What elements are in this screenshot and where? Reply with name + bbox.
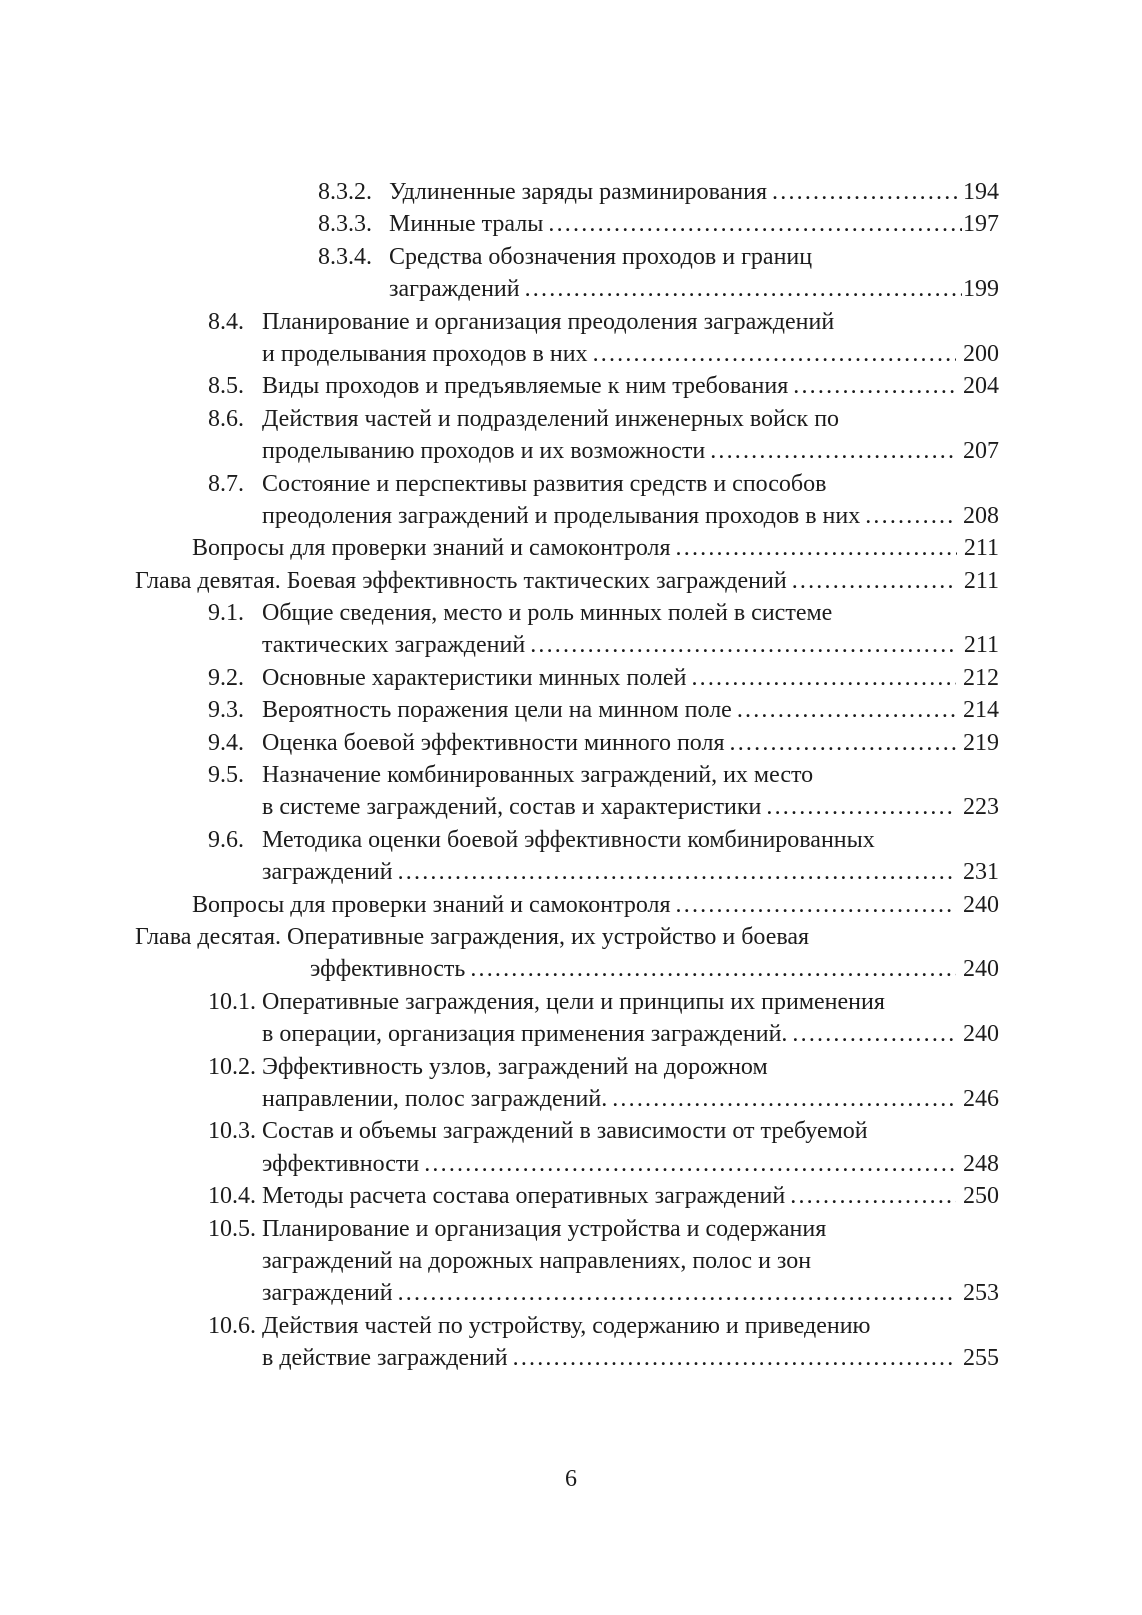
toc-entry-number: 8.4. [208, 308, 244, 335]
toc-line [135, 986, 999, 1018]
toc-line [135, 370, 999, 402]
toc-entry-number: 10.6. [208, 1312, 256, 1339]
toc-entry [135, 662, 999, 694]
toc-entry-text: Состав и объемы заграждений в зависимости от требуемой [262, 1118, 868, 1145]
toc-entry [135, 241, 999, 306]
toc-page-number: 200 [963, 340, 999, 367]
toc-page-number: 211 [963, 567, 999, 594]
toc-page-number: 214 [963, 697, 999, 724]
toc-page-number: 250 [963, 1183, 999, 1210]
toc-line [135, 953, 999, 985]
toc-line [135, 208, 999, 240]
toc-entry-text: Вероятность поражения цели на минном поле [262, 697, 732, 724]
toc-entry [135, 1213, 999, 1310]
toc-entry-text: Виды проходов и предъявляемые к ним требования [262, 373, 789, 400]
toc-page-number: 219 [963, 729, 999, 756]
toc-line [135, 856, 999, 888]
toc-page-number: 212 [963, 664, 999, 691]
toc-entry-number: 10.4. [208, 1183, 256, 1210]
toc-line [135, 662, 999, 694]
toc-line [135, 1148, 999, 1180]
toc-page-number: 211 [963, 632, 999, 659]
toc-line [135, 273, 999, 305]
toc-line [135, 727, 999, 759]
toc-page-number: 248 [963, 1150, 999, 1177]
toc-entry-text: заграждений [262, 859, 393, 886]
toc-entry-text: направлении, полос заграждений. [262, 1085, 608, 1112]
toc-entry-text: Глава девятая. Боевая эффективность тактических заграждений [135, 567, 787, 594]
toc-entry-number: 10.3. [208, 1118, 256, 1145]
toc-line [135, 468, 999, 500]
dot-leader [513, 1342, 956, 1374]
toc-line [135, 597, 999, 629]
toc-entry [135, 532, 999, 564]
toc-entry [135, 370, 999, 402]
toc-entry-text: Планирование и организация преодоления заграждений [262, 308, 835, 335]
dot-leader [737, 694, 956, 726]
toc-entry-text: Действия частей и подразделений инженерных войск по [262, 405, 840, 432]
toc-entry [135, 176, 999, 208]
dot-leader [398, 856, 956, 888]
toc-page-number: 240 [963, 891, 999, 918]
toc-line [135, 532, 999, 564]
toc-entry-number: 9.3. [208, 697, 244, 724]
toc-entry-text: Вопросы для проверки знаний и самоконтроля [192, 891, 671, 918]
toc-entry [135, 1180, 999, 1212]
toc-entry [135, 208, 999, 240]
dot-leader [790, 1180, 956, 1212]
toc-entry-text: в действие заграждений [262, 1345, 508, 1372]
dot-leader [792, 565, 957, 597]
toc-entry-text: Методы расчета состава оперативных заграждений [262, 1183, 786, 1210]
toc-entry-text: Основные характеристики минных полей [262, 664, 687, 691]
toc-entry-text: заграждений [389, 276, 520, 303]
toc-entry [135, 986, 999, 1051]
toc-entry [135, 565, 999, 597]
toc-page-number: 231 [963, 859, 999, 886]
toc-entry [135, 403, 999, 468]
toc-entry-text: Эффективность узлов, заграждений на дорожном [262, 1053, 768, 1080]
toc-entry [135, 727, 999, 759]
toc-line [135, 1018, 999, 1050]
toc-entry-text: Удлиненные заряды разминирования [389, 179, 768, 205]
toc-entry [135, 306, 999, 371]
dot-leader [398, 1277, 956, 1309]
toc-entry-text: в операции, организация применения заграждений. [262, 1021, 788, 1048]
dot-leader [676, 889, 956, 921]
toc-entry-number: 8.7. [208, 470, 244, 497]
toc-line [135, 435, 999, 467]
toc-line [135, 824, 999, 856]
dot-leader [525, 273, 962, 305]
toc-entry-text: в системе заграждений, состав и характеристики [262, 794, 762, 821]
toc-entry-number: 10.1. [208, 988, 256, 1015]
toc-line [135, 1115, 999, 1147]
dot-leader [772, 176, 962, 208]
toc-entry-text: Методика оценки боевой эффективности комбинированных [262, 826, 875, 853]
dot-leader [676, 532, 957, 564]
toc-line [135, 1083, 999, 1115]
toc-entry [135, 597, 999, 662]
dot-leader [530, 629, 957, 661]
toc-page-number: 199 [963, 276, 999, 303]
toc-line [135, 1310, 999, 1342]
toc-entry-text: заграждений [262, 1280, 393, 1307]
dot-leader [793, 370, 956, 402]
toc-line [135, 1213, 999, 1245]
toc-entry-number: 9.4. [208, 729, 244, 756]
toc-entry-number: 10.2. [208, 1053, 256, 1080]
toc-entry-text: и проделывания проходов в них [262, 340, 588, 367]
toc-page-number: 204 [963, 373, 999, 400]
toc-entry-text: проделыванию проходов и их возможности [262, 438, 706, 465]
toc-entry-text: Глава десятая. Оперативные заграждения, их устройство и боевая [135, 923, 810, 950]
toc-entry [135, 1310, 999, 1375]
toc-entry [135, 468, 999, 533]
toc-entry-number: 10.5. [208, 1215, 256, 1242]
toc-entry-text: Назначение комбинированных заграждений, их место [262, 762, 814, 789]
toc-page-number: 240 [963, 1021, 999, 1048]
dot-leader [548, 208, 962, 240]
toc-page-number: 208 [963, 502, 999, 529]
footer-page-number: 6 [565, 1466, 577, 1492]
toc-entry-text: Средства обозначения проходов и границ [389, 243, 813, 270]
toc-entry-number: 9.2. [208, 664, 244, 691]
toc-page-number: 211 [963, 535, 999, 562]
toc-page-number: 197 [963, 211, 999, 238]
toc-entry-text: эффективности [262, 1150, 420, 1177]
toc [135, 176, 999, 1374]
toc-line [135, 921, 999, 953]
toc-line [135, 1051, 999, 1083]
dot-leader [593, 338, 956, 370]
toc-entry-number: 8.5. [208, 373, 244, 400]
dot-leader [470, 953, 956, 985]
toc-entry-text: Состояние и перспективы развития средств и способов [262, 470, 827, 497]
toc-line [135, 1342, 999, 1374]
toc-page-number: 253 [963, 1280, 999, 1307]
toc-entry-number: 9.5. [208, 762, 244, 789]
dot-leader [865, 500, 956, 532]
toc-entry [135, 759, 999, 824]
toc-entry-text: Вопросы для проверки знаний и самоконтроля [192, 535, 671, 562]
toc-entry [135, 921, 999, 986]
toc-page-number: 255 [963, 1345, 999, 1372]
toc-line [135, 565, 999, 597]
toc-entry-text: заграждений на дорожных направлениях, полос и зон [262, 1247, 812, 1274]
toc-entry-number: 9.6. [208, 826, 244, 853]
toc-line [135, 1277, 999, 1309]
toc-line [135, 889, 999, 921]
toc-entry-text: тактических заграждений [262, 632, 526, 659]
toc-line [135, 791, 999, 823]
toc-entry [135, 1115, 999, 1180]
toc-line [135, 306, 999, 338]
toc-line [135, 176, 999, 208]
toc-entry-text: Минные тралы [389, 211, 544, 238]
toc-entry-text: Оперативные заграждения, цели и принципы их применения [262, 988, 885, 1015]
toc-entry-number: 8.3.4. [318, 243, 372, 270]
dot-leader [792, 1018, 956, 1050]
dot-leader [424, 1148, 956, 1180]
toc-entry-number: 9.1. [208, 600, 244, 627]
toc-entry-text: эффективность [310, 956, 466, 983]
toc-entry-text: преодоления заграждений и проделывания проходов в них [262, 502, 861, 529]
toc-entry [135, 1051, 999, 1116]
toc-page-number: 240 [963, 956, 999, 983]
toc-line [135, 1180, 999, 1212]
toc-line [135, 241, 999, 273]
toc-entry-text: Оценка боевой эффективности минного поля [262, 729, 725, 756]
toc-entry [135, 889, 999, 921]
dot-leader [766, 791, 956, 823]
toc-entry [135, 694, 999, 726]
toc-entry-number: 8.6. [208, 405, 244, 432]
toc-page-number: 207 [963, 438, 999, 465]
toc-line [135, 1245, 999, 1277]
toc-line [135, 338, 999, 370]
dot-leader [612, 1083, 956, 1115]
toc-entry-text: Общие сведения, место и роль минных полей в системе [262, 600, 833, 627]
toc-entry-number: 8.3.3. [318, 211, 372, 238]
toc-page-number: 246 [963, 1085, 999, 1112]
toc-line [135, 694, 999, 726]
toc-entry-text: Действия частей по устройству, содержанию и приведению [262, 1312, 871, 1339]
toc-line [135, 629, 999, 661]
toc-page-number: 194 [963, 179, 999, 205]
toc-line [135, 500, 999, 532]
dot-leader [730, 727, 956, 759]
toc-entry-number: 8.3.2. [318, 179, 372, 205]
toc-page-number: 223 [963, 794, 999, 821]
toc-entry-text: Планирование и организация устройства и содержания [262, 1215, 827, 1242]
toc-line [135, 403, 999, 435]
dot-leader [710, 435, 956, 467]
dot-leader [691, 662, 956, 694]
toc-entry [135, 824, 999, 889]
toc-line [135, 759, 999, 791]
